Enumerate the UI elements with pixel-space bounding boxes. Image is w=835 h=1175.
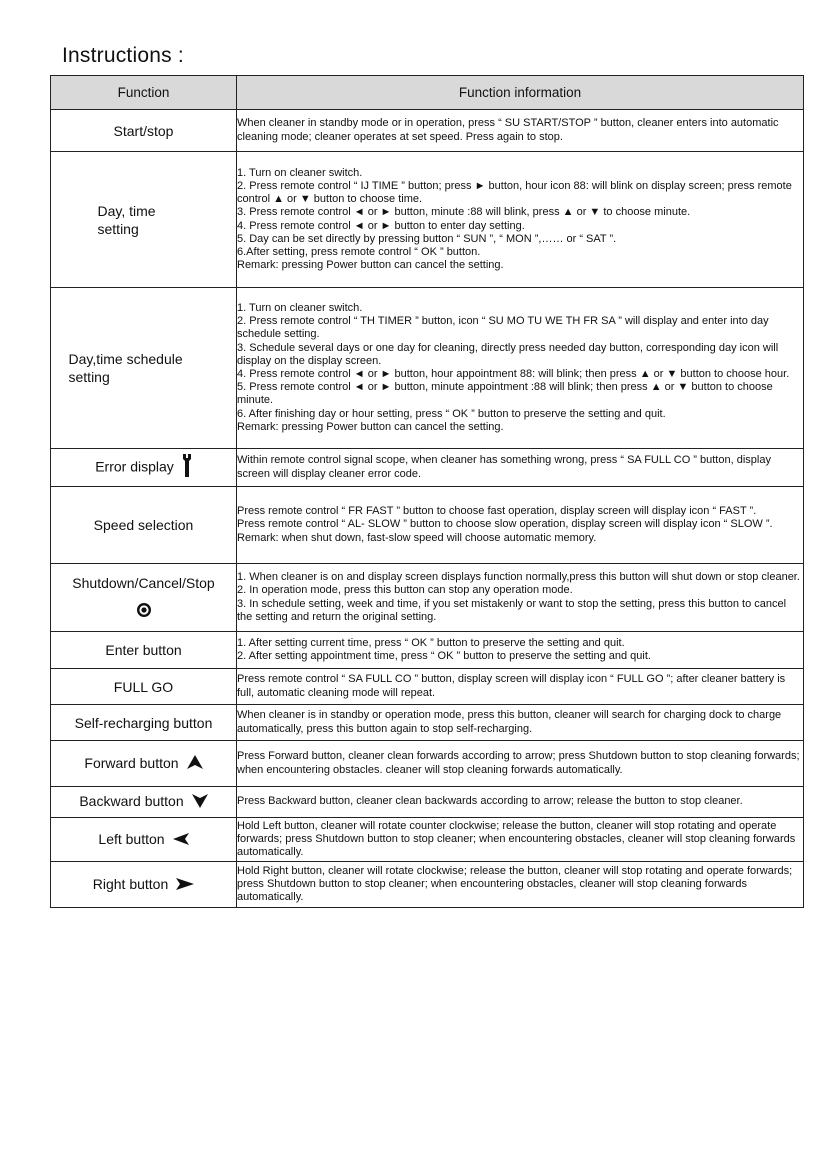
table-row	[51, 787, 804, 818]
function-information-cell	[237, 152, 804, 288]
function-information-cell	[237, 564, 804, 632]
function-label: Backward button	[79, 793, 184, 810]
function-cell	[51, 862, 237, 908]
function-label: Start/stop	[113, 122, 174, 139]
function-information-cell	[237, 669, 804, 705]
instructions-table	[50, 75, 804, 908]
arrow-up-icon	[187, 755, 203, 773]
function-label: Right button	[92, 875, 169, 892]
function-cell	[51, 669, 237, 705]
function-cell	[51, 787, 237, 818]
info-line: Press Backward button, cleaner clean backwards according to arrow; release the button to stop cleaner.	[237, 795, 743, 808]
info-line: Hold Right button, cleaner will rotate clockwise; release the button, cleaner will stop rotating and operate forwards; press Shutdown button to stop cleaner; when encountering obstacles, cleaner will stop cleaning forwards automatically.	[237, 864, 793, 904]
table-header-row	[51, 76, 804, 110]
function-information-cell	[237, 288, 804, 449]
info-line: 6.After setting, press remote control “ OK ” button.	[237, 245, 481, 258]
table-row	[51, 741, 804, 787]
function-cell	[51, 288, 237, 449]
info-line: 3. Press remote control ◄ or ► button, minute :88 will blink, press ▲ or ▼ to choose minute.	[237, 206, 691, 219]
info-line: 4. Press remote control ◄ or ► button, hour appointment 88: will blink; then press ▲ or ▼ button to choose hour.	[237, 368, 790, 380]
info-line: 5. Press remote control ◄ or ► button, minute appointment :88 will blink; then press ▲ or ▼ button to choose minute.	[237, 381, 773, 407]
function-information-cell	[237, 449, 804, 487]
function-information-cell	[237, 632, 804, 669]
table-row	[51, 818, 804, 862]
function-cell	[51, 818, 237, 862]
info-line: When cleaner is in standby or operation mode, press this button, cleaner will search for charging dock to charge automatically, press this button again to stop self-recharging.	[237, 709, 782, 735]
info-line: 4. Press remote control ◄ or ► button to enter day setting.	[237, 219, 525, 232]
function-information-cell	[237, 110, 804, 152]
function-cell	[51, 705, 237, 741]
page-title: Instructions :	[62, 44, 184, 67]
function-label: Self-recharging button	[74, 714, 213, 731]
function-cell	[51, 152, 237, 288]
function-label: Day,time schedule setting	[68, 351, 183, 385]
info-line: When cleaner in standby mode or in operation, press “ SU START/STOP ” button, cleaner enters into automatic cleaning mode; cleaner operates at set speed. Press again to stop.	[237, 117, 779, 143]
info-line: Press remote control “ FR FAST ” button to choose fast operation, display screen will display icon “ FAST ”.	[237, 505, 757, 518]
function-cell	[51, 449, 237, 487]
table-row	[51, 564, 804, 632]
power-button-icon	[136, 602, 152, 622]
info-line: Hold Left button, cleaner will rotate counter clockwise; release the button, cleaner will stop rotating and operate forwards; press Shutdown button to stop cleaner; when encountering obstacles, cleaner will stop cleaning forwards automatically.	[237, 819, 796, 859]
info-line: 1. After setting current time, press “ OK ” button to preserve the setting and quit.	[237, 636, 625, 649]
arrow-right-icon	[176, 876, 194, 894]
table-row	[51, 705, 804, 741]
info-line: 6. After finishing day or hour setting, press “ OK ” button to preserve the setting and quit.	[237, 407, 666, 420]
header-function: Function	[51, 76, 237, 110]
info-line: 2. In operation mode, press this button can stop any operation mode.	[237, 584, 573, 597]
info-line: Remark: when shut down, fast-slow speed will choose automatic memory.	[237, 531, 597, 544]
table-row	[51, 110, 804, 152]
table-row	[51, 288, 804, 449]
function-label: Left button	[98, 830, 165, 847]
function-label: Enter button	[105, 642, 182, 658]
info-line: Press remote control “ SA FULL CO ” button, display screen will display icon “ FULL GO ”; after cleaner battery is full, automatic cleaning mode will repeat.	[237, 673, 786, 699]
arrow-left-icon	[173, 831, 189, 849]
function-information-cell	[237, 705, 804, 741]
function-label: FULL GO	[113, 678, 174, 695]
function-cell	[51, 632, 237, 669]
header-function-information: Function information	[237, 76, 804, 110]
table-row	[51, 632, 804, 669]
function-label: Shutdown/Cancel/Stop	[72, 574, 215, 591]
table-row	[51, 669, 804, 705]
table-row	[51, 862, 804, 908]
info-line: 2. Press remote control “ TH TIMER ” button, icon “ SU MO TU WE TH FR SA ” will display and enter into day schedule setting.	[237, 315, 769, 341]
function-cell	[51, 564, 237, 632]
info-line: Press Forward button, cleaner clean forwards according to arrow; press Shutdown button to stop cleaning forwards; when encountering obstacles. cleaner will stop cleaning forwards automatically.	[237, 750, 800, 776]
info-line: Remark: pressing Power button can cancel the setting.	[237, 259, 504, 272]
table-row	[51, 487, 804, 564]
function-cell	[51, 487, 237, 564]
info-line: Remark: pressing Power button can cancel the setting.	[237, 420, 504, 433]
function-information-cell	[237, 787, 804, 818]
wrench-icon	[182, 454, 192, 482]
info-line: 3. Schedule several days or one day for cleaning, directly press needed day button, corresponding day icon will display on the display screen.	[237, 341, 779, 367]
function-label: Error display	[95, 458, 174, 475]
function-information-cell	[237, 741, 804, 787]
function-label: Forward button	[84, 754, 179, 771]
function-information-cell	[237, 818, 804, 862]
info-line: 2. Press remote control “ IJ TIME ” button; press ► button, hour icon 88: will blink on display screen; press remote control ▲ or ▼ button to choose time.	[237, 179, 792, 206]
info-line: Within remote control signal scope, when cleaner has something wrong, press “ SA FULL CO ” button, display screen will display cleaner error code.	[237, 454, 771, 480]
function-label: Speed selection	[93, 517, 194, 533]
info-line: 3. In schedule setting, week and time, if you set mistakenly or want to stop the setting, press this button to cancel the setting and return the original setting.	[237, 597, 787, 623]
function-information-cell	[237, 487, 804, 564]
info-line: 1. Turn on cleaner switch.	[237, 301, 363, 314]
info-line: 1. When cleaner is on and display screen displays function normally,press this button will shut down or stop cleaner.	[237, 571, 800, 584]
info-line: 5. Day can be set directly by pressing button “ SUN ”, “ MON ”,…… or “ SAT ”.	[237, 232, 617, 245]
table-row	[51, 449, 804, 487]
arrow-down-icon	[192, 794, 208, 812]
info-line: Press remote control “ AL- SLOW ” button to choose slow operation, display screen will display icon “ SLOW ”.	[237, 518, 773, 531]
table-row	[51, 152, 804, 288]
function-information-cell	[237, 862, 804, 908]
function-cell	[51, 741, 237, 787]
info-line: 1. Turn on cleaner switch.	[237, 166, 363, 179]
info-line: 2. After setting appointment time, press “ OK ” button to preserve the setting and quit.	[237, 650, 651, 662]
function-label: Day, time setting	[97, 202, 156, 237]
function-cell	[51, 110, 237, 152]
